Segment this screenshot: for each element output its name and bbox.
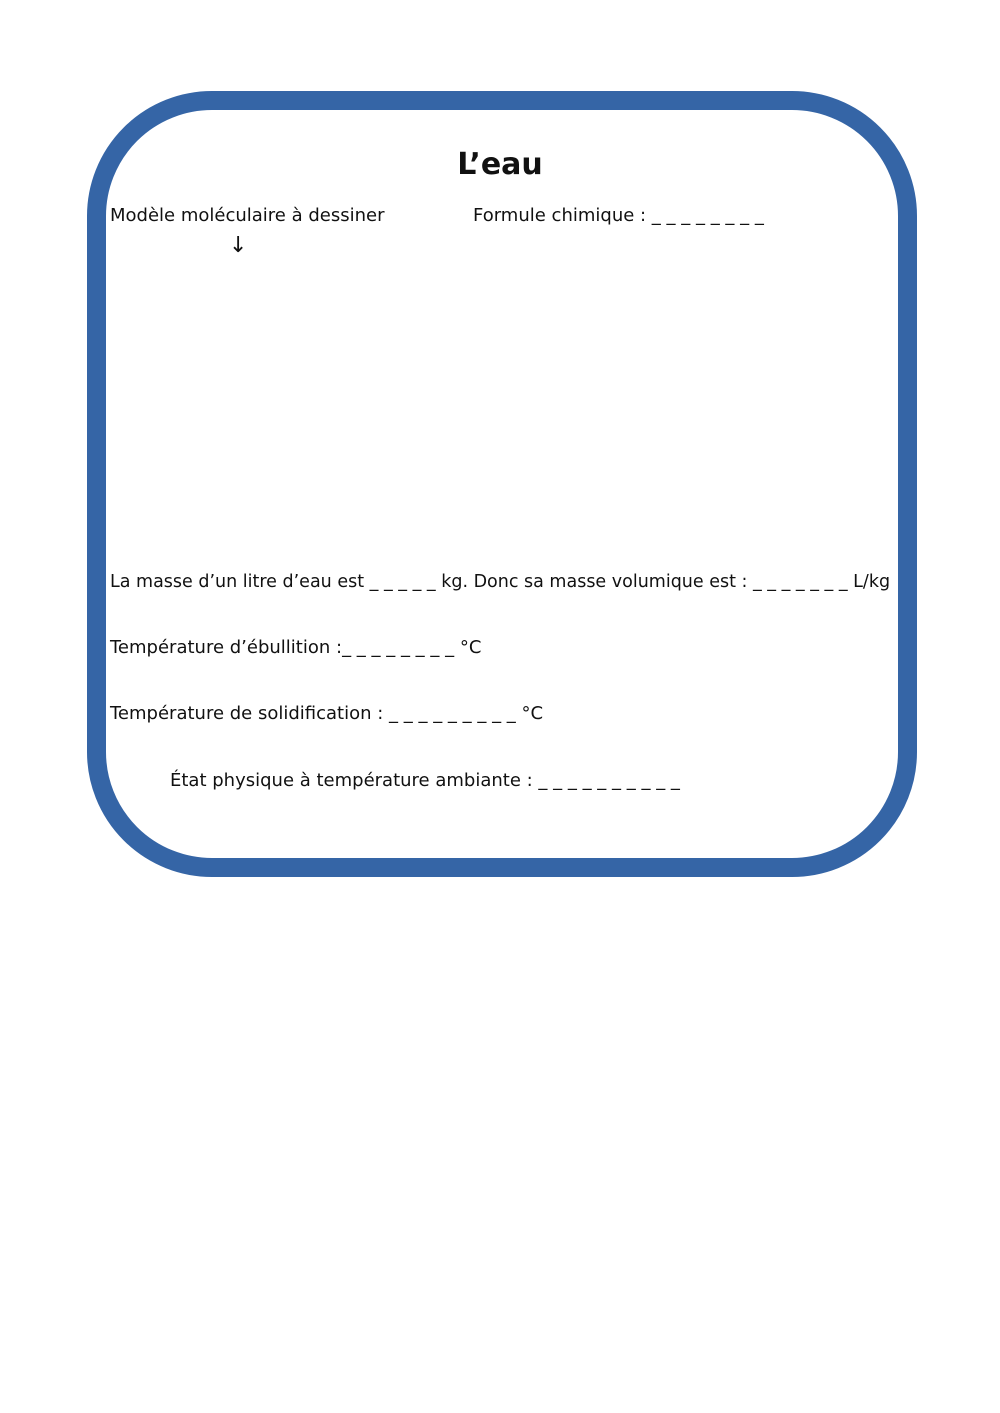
solidification-temperature-line: Température de solidification : _ _ _ _ _ _ _ _ _ °C [110,703,544,724]
arrow-down-icon: ↓ [229,233,248,258]
model-drawing-label: Modèle moléculaire à dessiner [110,205,385,226]
mass-density-line: La masse d’un litre d’eau est _ _ _ _ _ kg. Donc sa masse volumique est : _ _ _ _ _ _ _ L/kg [110,572,891,592]
boiling-temperature-line: Température d’ébullition :_ _ _ _ _ _ _ _ °C [110,637,482,658]
physical-state-line: État physique à température ambiante : _ _ _ _ _ _ _ _ _ _ [170,770,680,791]
chemical-formula-line: Formule chimique : _ _ _ _ _ _ _ _ [473,205,764,226]
page-title: L’eau [457,147,543,182]
